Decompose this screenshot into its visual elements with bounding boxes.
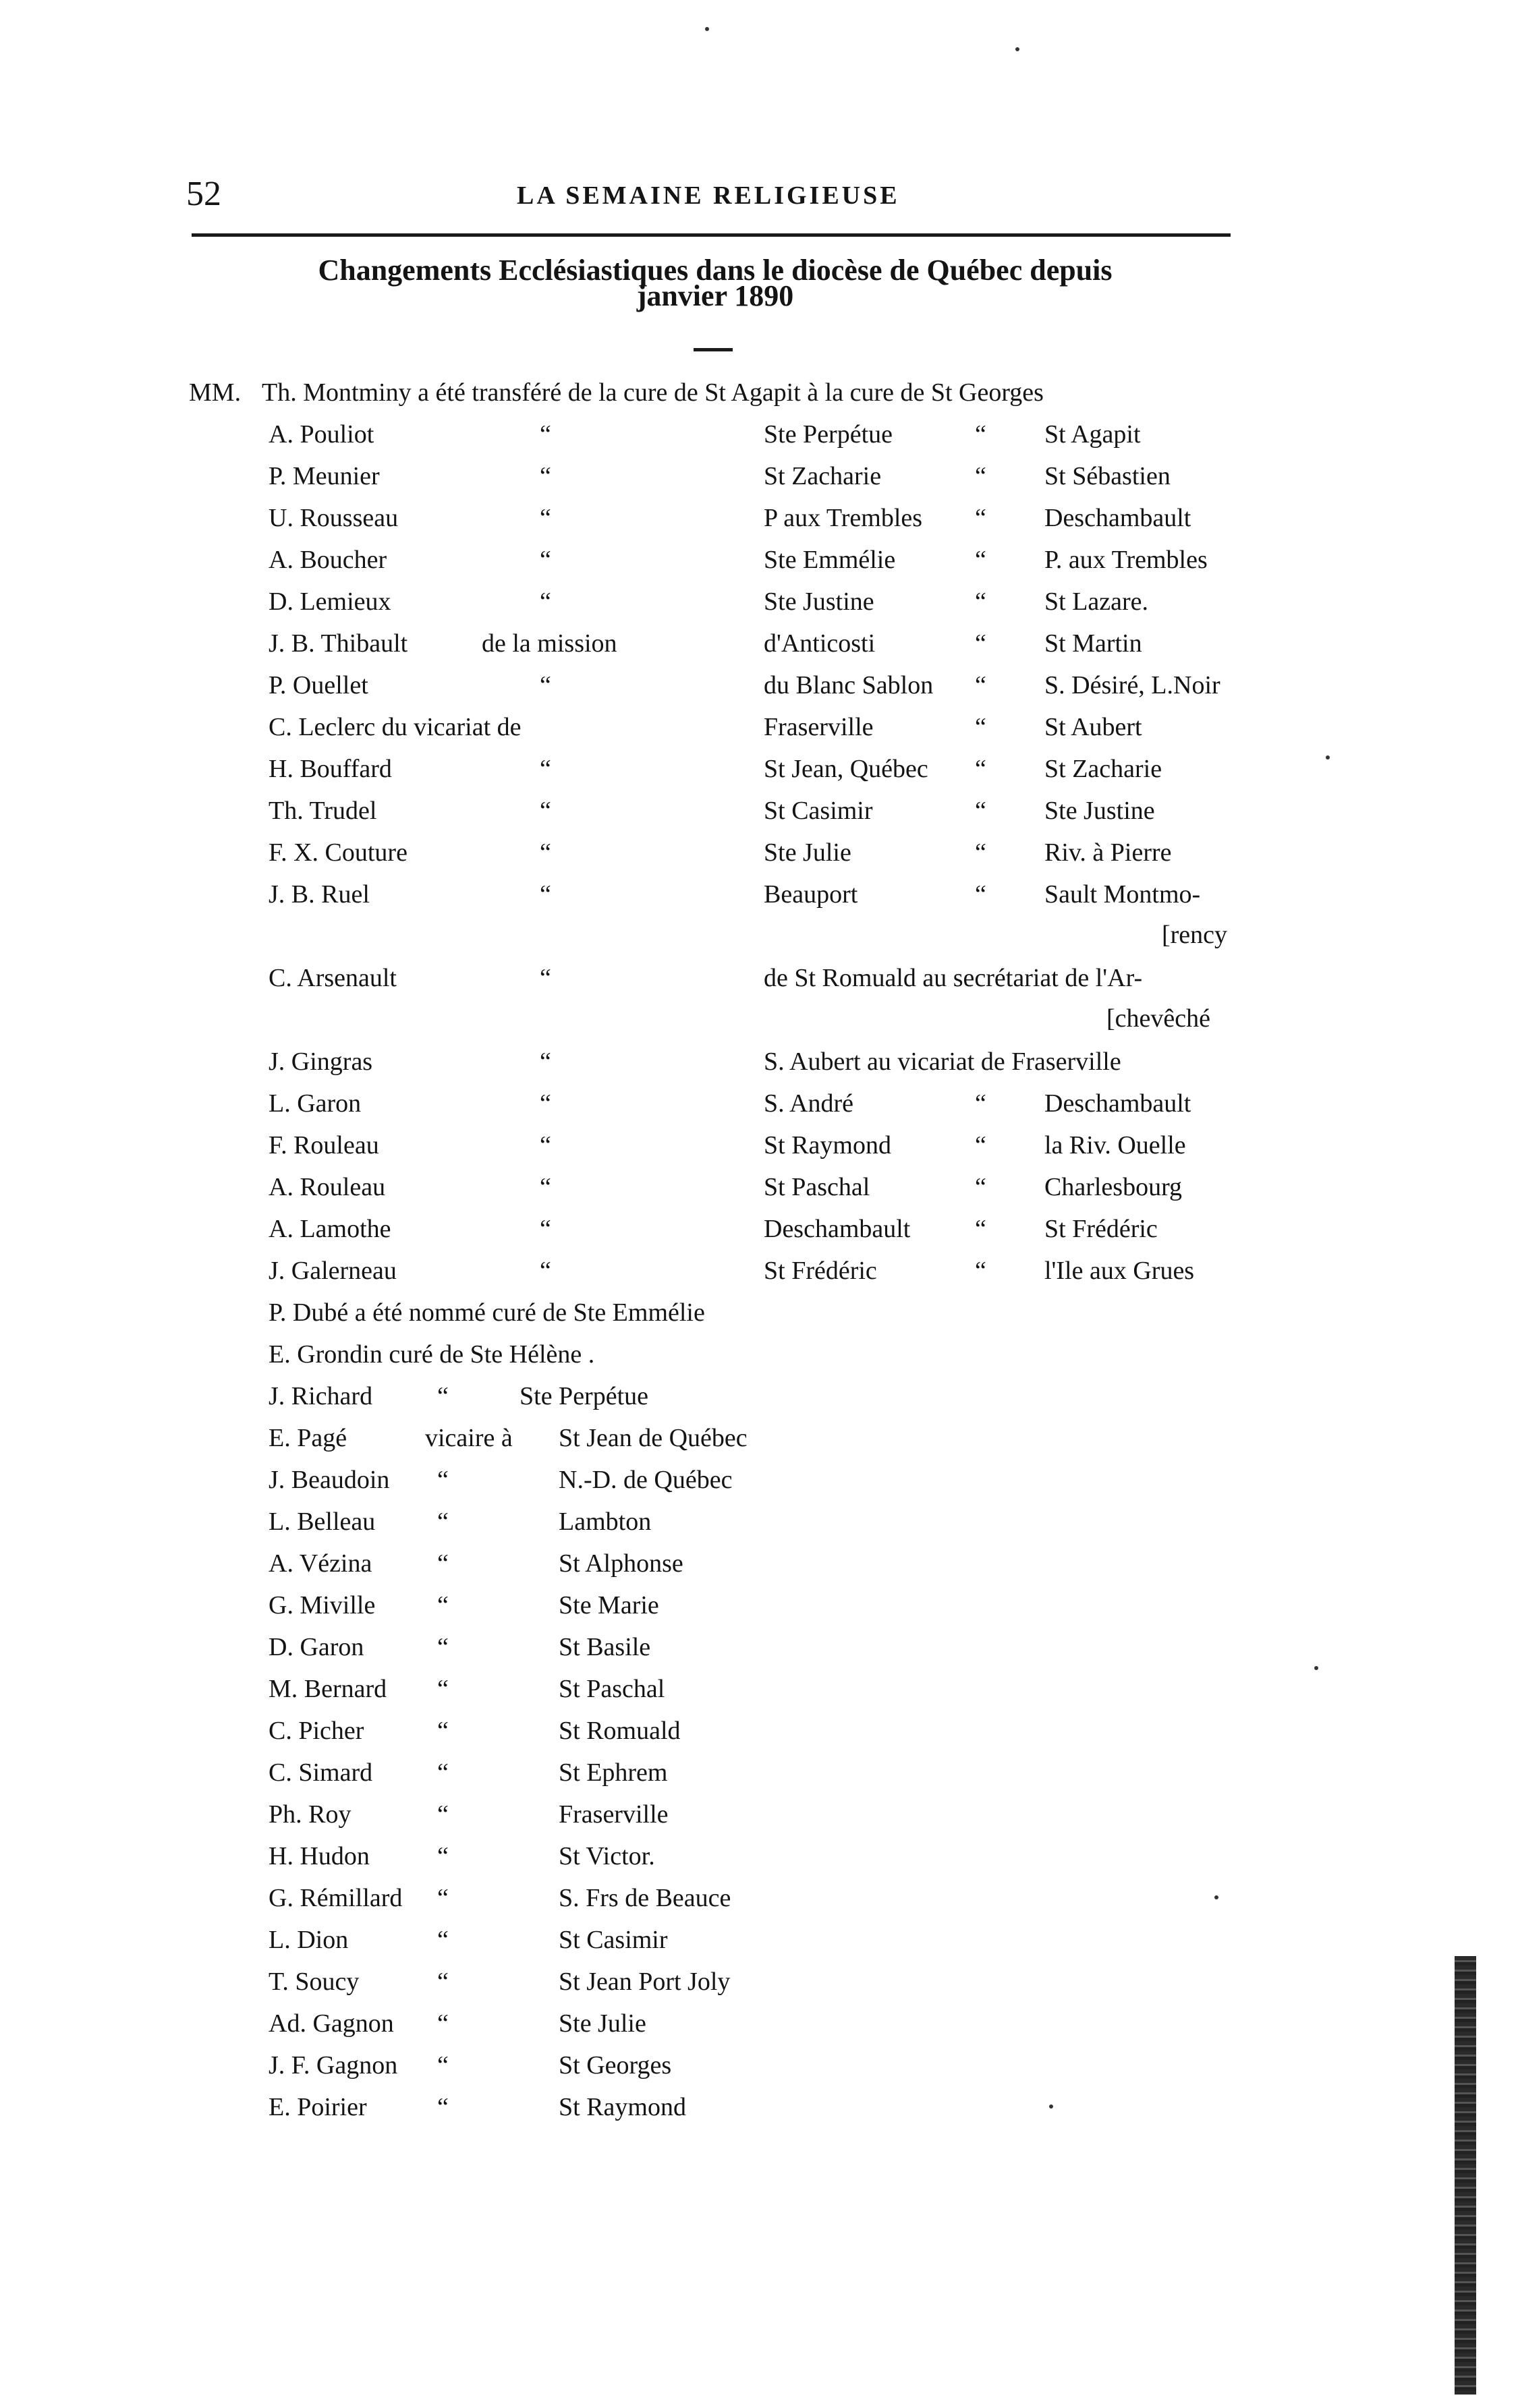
priest-name: C. Leclerc du vicariat de [269,713,522,741]
ditto-mark: “ [437,1758,449,1787]
ink-speck [1015,47,1019,51]
appointment-text: E. Grondin curé de Ste Hélène . [269,1340,595,1369]
new-post: Deschambault [1044,504,1191,532]
appointment-row [0,1883,1518,1921]
page-number: 52 [186,175,221,213]
appointment-row [0,1590,1518,1628]
ditto-mark: “ [437,1800,449,1829]
ditto-mark: “ [437,1884,449,1912]
ditto-mark: “ [975,587,986,616]
new-post: St Romuald [559,1717,681,1745]
appointment-row [0,1423,1518,1461]
ditto-mark: “ [540,755,551,783]
ditto-mark: “ [437,1968,449,1996]
ditto-mark: “ [437,1842,449,1870]
transfer-row [0,545,1518,583]
previous-post: St Raymond [764,1131,891,1159]
ditto-mark: “ [437,2009,449,2038]
priest-name: G. Miville [269,1591,376,1619]
page-edge-shadow [1455,1956,1476,2395]
ditto-mark: “ [975,1215,986,1243]
new-post: St Aubert [1044,713,1142,741]
previous-post: Ste Justine [764,587,874,616]
new-post: S. Frs de Beauce [559,1884,731,1912]
new-post: N.-D. de Québec [559,1466,733,1494]
priest-name: L. Garon [269,1089,362,1118]
ditto-mark: “ [540,1257,551,1285]
ditto-mark: “ [540,462,551,490]
new-post: St Casimir [559,1926,668,1954]
priest-name: H. Bouffard [269,755,392,783]
priest-name: J. Galerneau [269,1257,397,1285]
previous-post: Ste Emmélie [764,546,896,574]
ditto-mark: de la mission [482,629,617,658]
appointment-text: P. Dubé a été nommé curé de Ste Emmélie [269,1298,705,1327]
appointment-row [0,1925,1518,1963]
ditto-mark: “ [540,964,551,992]
new-post: P. aux Trembles [1044,546,1208,574]
transfer-row [0,838,1518,876]
ditto-mark: “ [437,1633,449,1661]
previous-post: du Blanc Sablon [764,671,934,699]
new-post: St Sébastien [1044,462,1171,490]
ditto-mark: “ [540,504,551,532]
ditto-mark: “ [975,1173,986,1201]
transfer-row [0,1130,1518,1168]
ditto-mark: “ [975,713,986,741]
appointment-row [0,2092,1518,2130]
appointment-row [0,1632,1518,1670]
priest-name: J. F. Gagnon [269,2051,398,2080]
ditto-mark: “ [975,629,986,658]
priest-name: A. Rouleau [269,1173,386,1201]
priest-name: F. X. Couture [269,838,407,867]
title-rule [694,348,733,351]
ditto-mark: “ [540,1131,551,1159]
new-post: Ste Perpétue [519,1382,649,1410]
new-post: Ste Justine [1044,797,1155,825]
ditto-mark: “ [540,546,551,574]
previous-post: St Paschal [764,1173,870,1201]
ditto-mark: “ [437,1591,449,1619]
ditto-mark: “ [437,2051,449,2080]
ditto-mark: “ [975,504,986,532]
ditto-mark: “ [540,587,551,616]
priest-name: F. Rouleau [269,1131,379,1159]
transfer-row [0,420,1518,457]
priest-name: Th. Trudel [269,797,377,825]
ditto-mark: “ [437,1466,449,1494]
section-title-line-2: janvier 1890 [636,279,794,312]
new-post: St Jean Port Joly [559,1968,731,1996]
previous-post: Ste Julie [764,838,851,867]
ditto-mark: “ [540,1215,551,1243]
new-post: St Agapit [1044,420,1141,449]
previous-post: Beauport [764,880,858,909]
ditto-mark: “ [437,1675,449,1703]
new-post: Deschambault [1044,1089,1191,1118]
priest-name: C. Simard [269,1758,373,1787]
previous-post: P aux Trembles [764,504,923,532]
appointment-row [0,1507,1518,1545]
previous-post: St Zacharie [764,462,882,490]
new-post: S. Désiré, L.Noir [1044,671,1220,699]
appointment-row [0,1716,1518,1754]
previous-post: St Casimir [764,797,873,825]
appointment-row [0,1800,1518,1837]
appointment-row [0,1549,1518,1586]
new-post: Fraserville [559,1800,669,1829]
transfer-row [0,1172,1518,1210]
ink-speck [1326,755,1330,759]
new-post: St Martin [1044,629,1142,658]
previous-post: Fraserville [764,713,874,741]
priest-name: A. Vézina [269,1549,372,1578]
new-post: St Ephrem [559,1758,668,1787]
appointment-row [0,1967,1518,2005]
ditto-mark: “ [437,1926,449,1954]
entry-prefix: MM. [189,378,242,407]
ditto-mark: “ [975,1131,986,1159]
new-post-continuation: [rency [1162,921,1228,949]
appointment-row [0,1674,1518,1712]
transfer-row [0,963,1518,1033]
ditto-mark: “ [975,546,986,574]
entry-text: Th. Montminy a été transféré de la cure de St Agapit à la cure de St Georges [262,378,1044,407]
ditto-mark: “ [540,420,551,449]
ditto-mark: “ [540,1173,551,1201]
priest-name: C. Picher [269,1717,364,1745]
priest-name: P. Ouellet [269,671,368,699]
first-entry [0,378,1518,415]
appointment-note [0,1298,1518,1336]
ditto-mark: “ [975,838,986,867]
transfer-row [0,1256,1518,1294]
ditto-mark: “ [437,1717,449,1745]
priest-name: Ad. Gagnon [269,2009,394,2038]
ditto-mark: vicaire à [425,1424,513,1452]
ditto-mark: “ [540,1048,551,1076]
previous-post: d'Anticosti [764,629,876,658]
ink-speck [1314,1666,1318,1670]
priest-name: U. Rousseau [269,504,399,532]
ditto-mark: “ [975,420,986,449]
new-post: St Basile [559,1633,651,1661]
appointment-row [0,1758,1518,1796]
new-post: St Raymond [559,2093,686,2121]
ditto-mark: “ [975,880,986,909]
new-post: St Lazare. [1044,587,1149,616]
ditto-mark: “ [437,2093,449,2121]
priest-name: L. Belleau [269,1508,376,1536]
ditto-mark: “ [975,462,986,490]
ditto-mark: “ [975,1089,986,1118]
priest-name: D. Garon [269,1633,364,1661]
new-post: Ste Marie [559,1591,659,1619]
header-rule [192,233,1231,237]
transfer-row [0,587,1518,625]
previous-post: Deschambault [764,1215,911,1243]
running-head [186,174,1239,214]
transfer-row [0,670,1518,708]
new-post: St Jean de Québec [559,1424,748,1452]
priest-name: A. Pouliot [269,420,374,449]
appointment-row [0,1841,1518,1879]
ink-speck [1049,2104,1053,2109]
priest-name: H. Hudon [269,1842,370,1870]
ink-speck [705,27,709,31]
new-post-continuation: [chevêché [1106,1004,1210,1033]
priest-name: J. Beaudoin [269,1466,390,1494]
transfer-row [0,796,1518,834]
priest-name: A. Lamothe [269,1215,391,1243]
priest-name: J. B. Ruel [269,880,370,909]
appointment-row [0,1381,1518,1419]
ditto-mark: “ [540,671,551,699]
new-post: St Victor. [559,1842,655,1870]
priest-name: L. Dion [269,1926,349,1954]
appointment-row [0,2051,1518,2088]
priest-name: E. Pagé [269,1424,347,1452]
ditto-mark: “ [975,671,986,699]
transfer-row [0,461,1518,499]
transfer-row [0,503,1518,541]
new-post: Riv. à Pierre [1044,838,1172,867]
new-post: la Riv. Ouelle [1044,1131,1186,1159]
appointment-row [0,2009,1518,2046]
section-title [189,254,1241,312]
priest-name: M. Bernard [269,1675,387,1703]
ditto-mark: “ [437,1508,449,1536]
transfer-row [0,1047,1518,1085]
new-post: Lambton [559,1508,652,1536]
new-post: St Georges [559,2051,672,2080]
previous-post: St Frédéric [764,1257,877,1285]
section-title-line-1: Changements Ecclésiastiques dans le diocèse de Québec depuis [318,254,1113,287]
priest-name: P. Meunier [269,462,380,490]
transfer-row [0,1089,1518,1126]
priest-name: A. Boucher [269,546,387,574]
priest-name: E. Poirier [269,2093,367,2121]
previous-post: de St Romuald au secrétariat de l'Ar- [764,964,1143,992]
appointment-note [0,1340,1518,1377]
transfer-row [0,629,1518,666]
new-post: St Alphonse [559,1549,683,1578]
priest-name: T. Soucy [269,1968,360,1996]
ditto-mark: “ [437,1382,449,1410]
priest-name: G. Rémillard [269,1884,403,1912]
previous-post: Ste Perpétue [764,420,893,449]
previous-post: S. André [764,1089,853,1118]
ditto-mark: “ [437,1549,449,1578]
new-post: Charlesbourg [1044,1173,1183,1201]
journal-title: LA SEMAINE RELIGIEUSE [517,181,900,210]
previous-post: S. Aubert au vicariat de Fraserville [764,1048,1121,1076]
priest-name: J. Gingras [269,1048,373,1076]
new-post: St Frédéric [1044,1215,1158,1243]
priest-name: Ph. Roy [269,1800,352,1829]
previous-post: St Jean, Québec [764,755,928,783]
priest-name: C. Arsenault [269,964,397,992]
transfer-row [0,754,1518,792]
new-post: St Paschal [559,1675,665,1703]
ditto-mark: “ [975,797,986,825]
ditto-mark: “ [540,838,551,867]
ditto-mark: “ [975,1257,986,1285]
new-post: Ste Julie [559,2009,646,2038]
ditto-mark: “ [540,797,551,825]
priest-name: D. Lemieux [269,587,391,616]
transfer-row [0,880,1518,949]
new-post: l'Ile aux Grues [1044,1257,1195,1285]
ditto-mark: “ [540,880,551,909]
transfer-row [0,1214,1518,1252]
ink-speck [1214,1895,1218,1899]
new-post: St Zacharie [1044,755,1162,783]
transfer-row [0,712,1518,750]
priest-name: J. Richard [269,1382,373,1410]
new-post: Sault Montmo- [1044,880,1201,909]
appointment-row [0,1465,1518,1503]
ditto-mark: “ [540,1089,551,1118]
ditto-mark: “ [975,755,986,783]
priest-name: J. B. Thibault [269,629,408,658]
